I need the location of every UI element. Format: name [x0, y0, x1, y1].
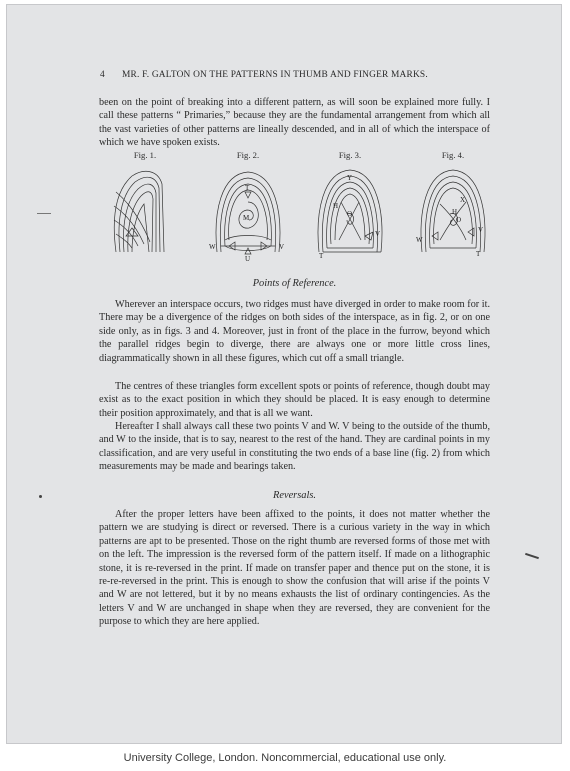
figure-4	[410, 150, 496, 268]
figure-1	[102, 150, 188, 268]
intro-paragraph: been on the point of breaking into a different pattern, as will soon be explained more fully. I call these patterns “ Primaries,” because they are the fundamental arrangement from which all the vast varieties of other patterns are lineally descended, and in all of which the interspace of which we have spoken exists.	[99, 97, 490, 149]
point-label: O	[456, 216, 462, 224]
section-heading: Points of Reference.	[252, 278, 337, 289]
section-heading: Reversals.	[273, 490, 316, 501]
point-label: M	[243, 214, 250, 222]
footer-credit: University College, London. Noncommercial, educational use only.	[123, 752, 447, 764]
margin-mark	[525, 553, 539, 559]
figure-3	[307, 150, 393, 268]
point-label: T	[245, 184, 250, 192]
figure-label: Fig. 1.	[133, 150, 157, 160]
point-label: X	[460, 196, 466, 204]
figure-row	[100, 150, 500, 270]
point-label: H	[452, 208, 458, 216]
figure-2	[205, 150, 291, 268]
point-label: Y	[347, 174, 353, 182]
figure-label: Fig. 2.	[236, 150, 260, 160]
margin-mark	[37, 213, 51, 214]
body-paragraph: After the proper letters have been affixed to the points, it does not matter whether the pattern we are studying is direct or reversed. There is a curious variety in the way in which patterns are apt to be presented. Those on the right thumb are reversed forms of those met with on the left. The impression is the reversed form of the pattern itself. If made on a lithographic stone, it is re-reversed in the print. If made on transfer paper and thence put on the stone, it is re-re-reversed in the print. This is enough to show the confusion that will arise if the points V and W are not lettered, but it by no means exhausts the list of ordinary contingencies. As the letters V and W are unchanged in shape when they are reversed, they are convenient for the purpose to which they are here applied.	[99, 509, 490, 628]
point-label: T	[319, 252, 324, 260]
page-number: 4	[100, 70, 105, 80]
point-label: V	[375, 230, 381, 238]
figure-label: Fig. 4.	[441, 150, 465, 160]
point-label: W	[416, 236, 423, 244]
body-paragraph: Wherever an interspace occurs, two ridges must have diverged in order to make room for it. There may be a divergence of the ridges on both sides of the interspace, as in fig. 2, or on one side only, as in figs. 3 and 4. Moreover, just in front of the place in the furrow, beyond which the parallel ridges begin to diverge, there are always one or more little cross lines, diagrammatically shown in all these figures, which cut off a small triangle.	[99, 299, 490, 364]
figure-1-drawing	[102, 162, 188, 262]
figure-4-drawing	[410, 162, 496, 262]
body-paragraph: The centres of these triangles form excellent spots or points of reference, though doubt may exist as to the exact position in which they should be placed. It is easy enough to determine their position approximately, and that is all we want.	[99, 381, 490, 419]
margin-mark	[39, 495, 42, 498]
figure-2-drawing	[205, 162, 291, 262]
point-label: O	[347, 210, 353, 218]
body-paragraph: Hereafter I shall always call these two points V and W. V being to the outside of the thumb, and W to the inside, that is to say, nearest to the rest of the hand. They are cardinal points in my classification, and are very useful in constituting the two ends of a base line (fig. 2) from which measurements may be made and bearings taken.	[99, 421, 490, 473]
point-label: V	[279, 243, 285, 251]
point-label: V	[478, 226, 484, 234]
point-label: T	[476, 250, 481, 258]
point-label: U	[245, 255, 251, 262]
point-label: H	[333, 202, 339, 210]
figure-3-drawing	[307, 162, 393, 262]
point-label: W	[209, 243, 216, 251]
figure-label: Fig. 3.	[338, 150, 362, 160]
running-title: MR. F. GALTON ON THE PATTERNS IN THUMB AND FINGER MARKS.	[122, 70, 428, 80]
